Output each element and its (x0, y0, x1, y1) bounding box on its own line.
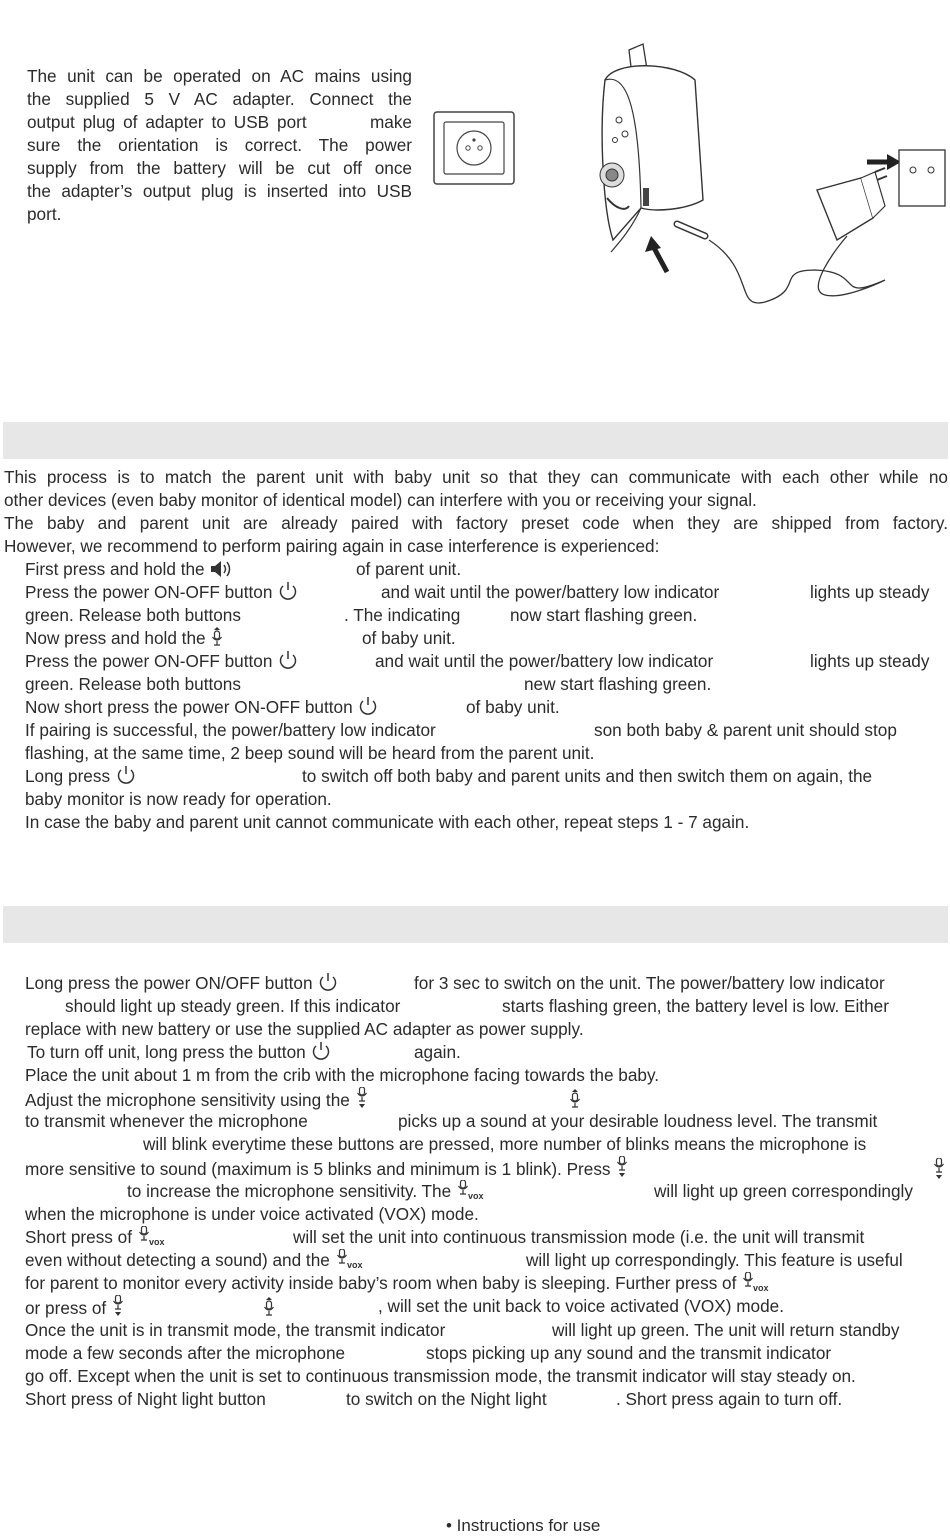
op-text: will blink everytime these buttons are pressed, more number of blinks means the microphone is (143, 1134, 867, 1154)
power-icon (277, 581, 299, 607)
step-text: new start flashing green. (524, 674, 712, 694)
op-text: , will set the unit back to voice activated (VOX) mode. (378, 1296, 784, 1316)
step-text: Press the power ON-OFF button (25, 651, 273, 671)
microphone-down-icon (932, 1158, 946, 1185)
step-text: green. Release both buttons (25, 605, 241, 625)
step-text: son both baby & parent unit should stop (594, 720, 897, 740)
op-text: should light up steady green. If this indicator (65, 996, 401, 1016)
step-text: Now short press the power ON-OFF button (25, 697, 353, 717)
intro-line: the adapter’s output plug is inserted into USB (27, 181, 412, 201)
pairing-intro-text: This process is to match the parent unit with baby unit so that they can communicate with each other while no (4, 467, 948, 487)
intro-line: sure the orientation is correct. The power (27, 135, 412, 155)
step-text: now start flashing green. (510, 605, 698, 625)
step-text: to switch off both baby and parent units and then switch them on again, the (302, 766, 873, 786)
op-text: Adjust the microphone sensitivity using the (25, 1090, 350, 1110)
op-text: to switch on the Night light (346, 1389, 547, 1409)
step-text: flashing, at the same time, 2 beep sound will be heard from the parent unit. (25, 743, 595, 763)
step-text: lights up steady (810, 651, 930, 671)
op-text: will light up green. The unit will return standby (552, 1320, 900, 1340)
step-text: In case the baby and parent unit cannot communicate with each other, repeat steps 1 - 7 again. (25, 812, 750, 832)
op-text: Place the unit about 1 m from the crib with the microphone facing towards the baby. (25, 1065, 660, 1085)
op-text: go off. Except when the unit is set to continuous transmission mode, the transmit indicator will stay steady on. (25, 1366, 856, 1386)
section-header-band-pairing (3, 422, 948, 459)
op-text: starts flashing green, the battery level is low. Either (502, 996, 889, 1016)
pairing-intro-line: other devices (even baby monitor of identical model) can interfere with you or receiving your signal. (4, 490, 757, 510)
op-text: for 3 sec to switch on the unit. The power/battery low indicator (414, 973, 885, 993)
op-text: even without detecting a sound) and the (25, 1250, 330, 1270)
op-text: Long press the power ON/OFF button (25, 973, 313, 993)
intro-line: output plug of adapter to USB port make (27, 112, 412, 132)
op-text: picks up a sound at your desirable loudness level. The transmit (398, 1111, 878, 1131)
vox-label: vox (753, 1283, 769, 1292)
op-text: when the microphone is under voice activated (VOX) mode. (25, 1204, 479, 1224)
op-text: will light up green correspondingly (654, 1181, 913, 1201)
step-text: Long press (25, 766, 111, 786)
intro-paragraph (27, 65, 412, 226)
step-text: If pairing is successful, the power/battery low indicator (25, 720, 436, 740)
step-text: Press the power ON-OFF button (25, 582, 273, 602)
vox-label: vox (148, 1237, 165, 1246)
pairing-intro-line (4, 512, 948, 535)
step-text: and wait until the power/battery low indicator (381, 582, 720, 602)
op-text: to transmit whenever the microphone (25, 1111, 308, 1131)
op-text: more sensitive to sound (maximum is 5 blinks and minimum is 1 blink). Press (25, 1159, 611, 1179)
microphone-down-icon (615, 1156, 629, 1184)
step-text: of parent unit. (356, 559, 462, 579)
step-text: First press and hold the (25, 559, 205, 579)
step-text: Now press and hold the (25, 628, 206, 648)
intro-line: port. (27, 204, 62, 224)
vox-label: vox (467, 1191, 484, 1200)
intro-line: The unit can be operated on AC mains using (27, 66, 412, 86)
power-icon (277, 650, 299, 676)
op-text: will set the unit into continuous transmission mode (i.e. the unit will transmit (293, 1227, 865, 1247)
op-text: for parent to monitor every activity inside baby’s room when baby is sleeping. Further press of (25, 1273, 737, 1293)
op-text: Once the unit is in transmit mode, the transmit indicator (25, 1320, 446, 1340)
intro-line: the supplied 5 V AC adapter. Connect the (27, 89, 412, 109)
pairing-intro-text: The baby and parent unit are already paired with factory preset code when they are shipped from factory. (4, 513, 948, 533)
baby-unit-adapter-illustration (585, 40, 947, 315)
step-text: green. Release both buttons (25, 674, 241, 694)
op-text: replace with new battery or use the supplied AC adapter as power supply. (25, 1019, 584, 1039)
step-text: lights up steady (810, 582, 930, 602)
section-header-band-operation (3, 906, 948, 943)
microphone-down-icon (355, 1087, 369, 1115)
op-text: Short press of Night light button (25, 1389, 266, 1409)
step-text: of baby unit. (466, 697, 560, 717)
op-text: To turn off unit, long press the button (27, 1042, 306, 1062)
footer-label: • Instructions for use (446, 1516, 601, 1535)
wall-socket-illustration (432, 110, 516, 186)
op-text: Short press of (25, 1227, 132, 1247)
pairing-intro-line (4, 466, 948, 489)
op-text: stops picking up any sound and the transmit indicator (426, 1343, 832, 1363)
op-text: or press of (25, 1298, 107, 1318)
op-text: again. (414, 1042, 461, 1062)
op-text: to increase the microphone sensitivity. The (127, 1181, 452, 1201)
step-text: . The indicating (344, 605, 461, 625)
op-text: will light up correspondingly. This feature is useful (526, 1250, 903, 1270)
pairing-intro-line: However, we recommend to perform pairing again in case interference is experienced: (4, 536, 660, 556)
step-text: baby monitor is now ready for operation. (25, 789, 332, 809)
op-text: . Short press again to turn off. (616, 1389, 843, 1409)
step-text: of baby unit. (362, 628, 456, 648)
vox-label: vox (346, 1260, 363, 1269)
intro-line: supply from the battery will be cut off once (27, 158, 412, 178)
step-text: and wait until the power/battery low indicator (375, 651, 714, 671)
op-text: mode a few seconds after the microphone (25, 1343, 346, 1363)
